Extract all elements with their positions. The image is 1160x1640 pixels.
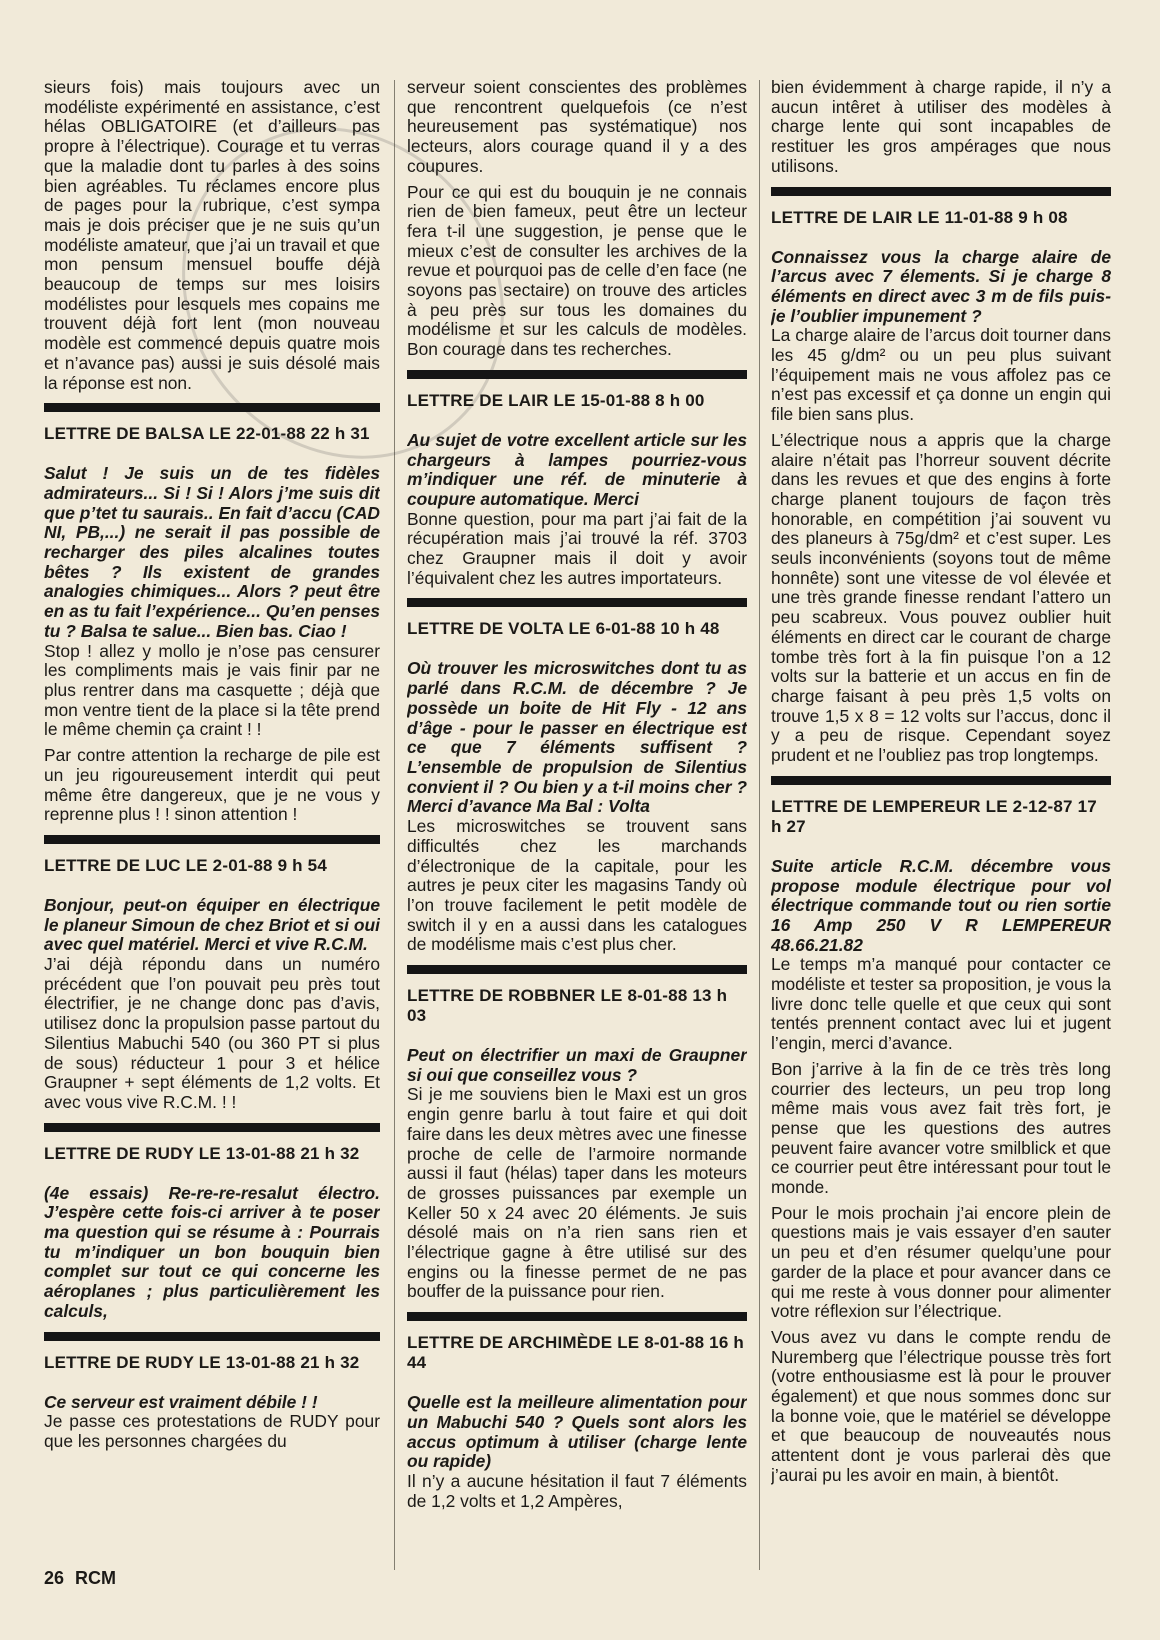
letter-heading: LETTRE DE RUDY LE 13-01-88 21 h 32 [44,1143,360,1163]
answer-paragraph: bien évidemment à charge rapide, il n’y a aucun intêret à utiliser des modèles à charge lente qui sont incapables de restituer les gros ampérages que nous utilisons. [771,78,1111,176]
reader-question: Connaissez vous la charge alaire de l’arcus avec 7 élements. Si je charge 8 éléments en direct avec 3 m de fils puis-je l’oublier impunement ? [771,246,1111,326]
letter-heading: LETTRE DE LAIR LE 11-01-88 9 h 08 [771,207,1068,227]
answer-paragraph: J’ai déjà répondu dans un numéro précédent que l’on pouvait peu près tout électrifier, je ne change donc pas d’avis, utilisez donc la propulsion passe partout du Silentius Mabuchi 540 (ou 360 PT si plus de sous) réducteur 1 pour 3 et hélice Graupner + sept éléments de 1,2 volts. Et avec vous vive R.C.M. ! ! [44,954,380,1112]
section-divider-bar [407,1312,747,1321]
reader-question: (4e essais) Re-re-re-resalut électro. J’espère cette fois-ci arriver à te poser ma question qui se résume à : Pourrais tu m’indiquer un bon bouquin bien complet sur tout ce qui concerne les aéroplanes ; plus particulièrement les calculs, [44,1182,380,1321]
answer-paragraph: Il n’y a aucune hésitation il faut 7 éléments de 1,2 volts et 1,2 Ampères, [407,1470,747,1511]
answer-paragraph: Bonne question, pour ma part j’ai fait de la récupération mais j’ai trouvé la réf. 3703 chez Graupner mais il doit y avoir l’équivalent chez les autres importateurs. [407,508,747,588]
reader-question: Suite article R.C.M. décembre vous propose module électrique pour vol électrique commande tout ou rien sortie 16 Amp 250 V R LEMPEREUR 48.66.21.82 [771,855,1111,955]
answer-paragraph: Pour le mois prochain j’ai encore plein de questions mais je vais essayer d’en sauter un peu et d’en résumer quelqu’une pour garder de la place et pour avancer dans ce qui me reste à vous donner pour alimenter votre réflexion sur l’électrique. [771,1202,1111,1322]
section-divider-bar [407,965,747,974]
answer-paragraph: Je passe ces protestations de RUDY pour que les personnes chargées du [44,1411,380,1451]
column-divider [759,80,760,1570]
section-divider-bar [44,1332,380,1341]
letter-heading: LETTRE DE LUC LE 2-01-88 9 h 54 [44,855,327,875]
letter-heading: LETTRE DE VOLTA LE 6-01-88 10 h 48 [407,619,720,639]
answer-paragraph: L’électrique nous a appris que la charge alaire n’était pas l’horreur souvent décrite dans les revues et que des engins à forte charge planent toujours de façon très honorable, en compétition j’ai souvent vu des planeurs à 75g/dm² et c’est super. Les seuls inconvénients (soyons tout de même honnête) sont une vitesse de vol élevée et une très grande finesse rendant l’attero un peu scabreux. Vous pouvez oublier huit éléments en direct car le courant de charge tombe très fort à la fin puisque l’on a 12 volts sur la batterie et un accus en fin de charge faisant à peu près 1,5 volts on trouve 1,5 x 8 = 12 volts sur l’accus, donc il y a peu de risque. Cependant soyez prudent et ne l’oubliez pas trop longtemps. [771,429,1111,766]
column-2 [407,78,747,1580]
letter-heading: LETTRE DE LEMPEREUR LE 2-12-87 17 h 27 [771,796,1097,836]
section-divider-bar [44,1123,380,1132]
answer-paragraph: Vous avez vu dans le compte rendu de Nuremberg que l’électrique pousse très fort (votre enthousiasme est là pour le prouver également) et que nous sommes donc sur la bonne voie, que le matériel se développe et que beaucoup de nouveautés nous attentent dont je vous parlerai dès que j’aurai pu les avoir en main, à bientôt. [771,1326,1111,1485]
column-divider [394,80,395,1570]
letter-heading: LETTRE DE ROBBNER LE 8-01-88 13 h 03 [407,986,728,1026]
section-divider-bar [44,403,380,412]
reader-question: Salut ! Je suis un de tes fidèles admirateurs... Si ! Si ! Alors j’me suis dit que p’tet tu saurais.. En fait d’accu (CAD NI, PB,...) ne serait il pas possible de recharger des piles alcalines toutes bêtes ? Ils existent de grandes analogies chimiques... Alors ? peut être en as tu fait l’expérience... Qu’en penses tu ? Balsa te salue... Bien bas. Ciao ! [44,463,380,641]
section-divider-bar [44,835,380,844]
answer-paragraph: Les microswitches se trouvent sans difficultés chez les marchands d’électronique de la capitale, pour les autres je peux citer les magasins Tandy où l’on trouve facilement le petit modèle de switch il y en a aussi dans les catalogues de modélisme mais c’est plus cher. [407,816,747,955]
answer-paragraph: sieurs fois) mais toujours avec un modéliste expérimenté en assistance, c’est hélas OBLIGATOIRE (et d’ailleurs pas propre à l’électrique). Courage et tu verras que la maladie dont tu parles à des soins bien agréables. Tu réclames encore plus de pages pour la rubrique, c’est sympa mais je dois préciser que je ne suis qu’un modéliste amateur, que j’ai un travail et que mon pensum mensuel bouffe déjà beaucoup de temps sur mes loisirs modélistes pour lesquels mes copains me trouvent déjà fort lent (mon nouveau modèle est commencé depuis quatre mois et n’avance pas) aussi je suis désolé mais la réponse est non. [44,78,380,393]
column-3 [771,78,1111,1580]
section-divider-bar [407,598,747,607]
answer-paragraph: Si je me souviens bien le Maxi est un gros engin genre barlu à tout faire et qui doit faire dans les deux mètres avec une finesse proche de celle de l’armoire normande aussi il faut (hélas) taper dans les moteurs de grosses puissances par exemple un Keller 50 x 24 avec 20 éléments. Je suis désolé mais on n’a rien sans rien et l’électrique gagne à être utilisé sur des engins ou la finesse permet de ne pas bouffer de la puissance pour rien. [407,1084,747,1302]
reader-question: Au sujet de votre excellent article sur les chargeurs à lampes pourriez-vous m’indiquer une réf. de minuterie à coupure automatique. Merci [407,429,747,509]
answer-paragraph: Pour ce qui est du bouquin je ne connais rien de bien fameux, peut être un lecteur fera t-il une suggestion, je pense que le mieux c’est de consulter les archives de la revue et pourquoi pas de celle d’en face (ne soyons pas sectaire) on trouve des articles à peu près sur tous les domaines du modélisme et sur les calculs de modèles. Bon courage dans tes recherches. [407,181,747,360]
answer-paragraph: Bon j’arrive à la fin de ce très très long courrier des lecteurs, un peu trop long même mais vous avez fait très fort, je pense que les questions des autres peuvent faire avancer votre smilblick et que ce courrier peut être intéressant pour tout le monde. [771,1058,1111,1198]
section-divider-bar [771,187,1111,196]
letter-heading: LETTRE DE LAIR LE 15-01-88 8 h 00 [407,390,705,410]
page-footer [44,1568,122,1589]
answer-paragraph: serveur soient conscientes des problèmes que rencontrent quelquefois (ce n’est heureusement pas systématique) nos lecteurs, alors courage quand il y a des coupures. [407,78,747,176]
answer-paragraph: Le temps m’a manqué pour contacter ce modéliste et tester sa proposition, je vous la livre donc telle quelle et que ceux qui sont tentés prennent contact avec lui et jugent l’engin, merci d’avance. [771,954,1111,1054]
page-number: 26 [44,1568,65,1588]
answer-paragraph: Par contre attention la recharge de pile est un jeu rigoureusement interdit qui peut même être dangereux, que je ne vous y reprenne plus ! ! sinon attention ! [44,745,380,825]
letter-heading: LETTRE DE ARCHIMÈDE LE 8-01-88 16 h 44 [407,1333,744,1373]
reader-question: Quelle est la meilleure alimentation pour un Mabuchi 540 ? Quels sont alors les accus optimum à utiliser (charge lente ou rapide) [407,1392,747,1472]
reader-question: Ce serveur est vraiment débile ! ! [44,1391,318,1412]
answer-paragraph: Stop ! allez y mollo je n’ose pas censurer les compliments mais je vais finir par ne plus rentrer dans ma casquette ; déjà que mon ventre tient de la place si la tête prend le même chemin ça craint ! ! [44,640,380,740]
section-divider-bar [407,370,747,379]
answer-paragraph: La charge alaire de l’arcus doit tourner dans les 45 g/dm² ou un peu plus suivant l’équipement mais ne vous affolez pas ce n’est pas excessif et ça donne un engin qui file bien sans plus. [771,325,1111,425]
column-1 [44,78,380,1580]
reader-question: Où trouver les microswitches dont tu as parlé dans R.C.M. de décembre ? Je possède un boite de Hit Fly - 12 ans d’âge - pour le passer en électrique est ce que 7 éléments suffisent ? L’ensemble de propulsion de Silentius convient il ? Ou bien y a t-il moins cher ? Merci d’avance Ma Bal : Volta [407,658,747,817]
reader-question: Bonjour, peut-on équiper en électrique le planeur Simoun de chez Briot et si oui avec quel matériel. Merci et vive R.C.M. [44,894,380,955]
letter-heading: LETTRE DE BALSA LE 22-01-88 22 h 31 [44,424,370,444]
magazine-name: RCM [75,1568,117,1588]
reader-question: Peut on électrifier un maxi de Graupner si oui que conseillez vous ? [407,1045,747,1085]
letter-heading: LETTRE DE RUDY LE 13-01-88 21 h 32 [44,1352,360,1372]
section-divider-bar [771,776,1111,785]
